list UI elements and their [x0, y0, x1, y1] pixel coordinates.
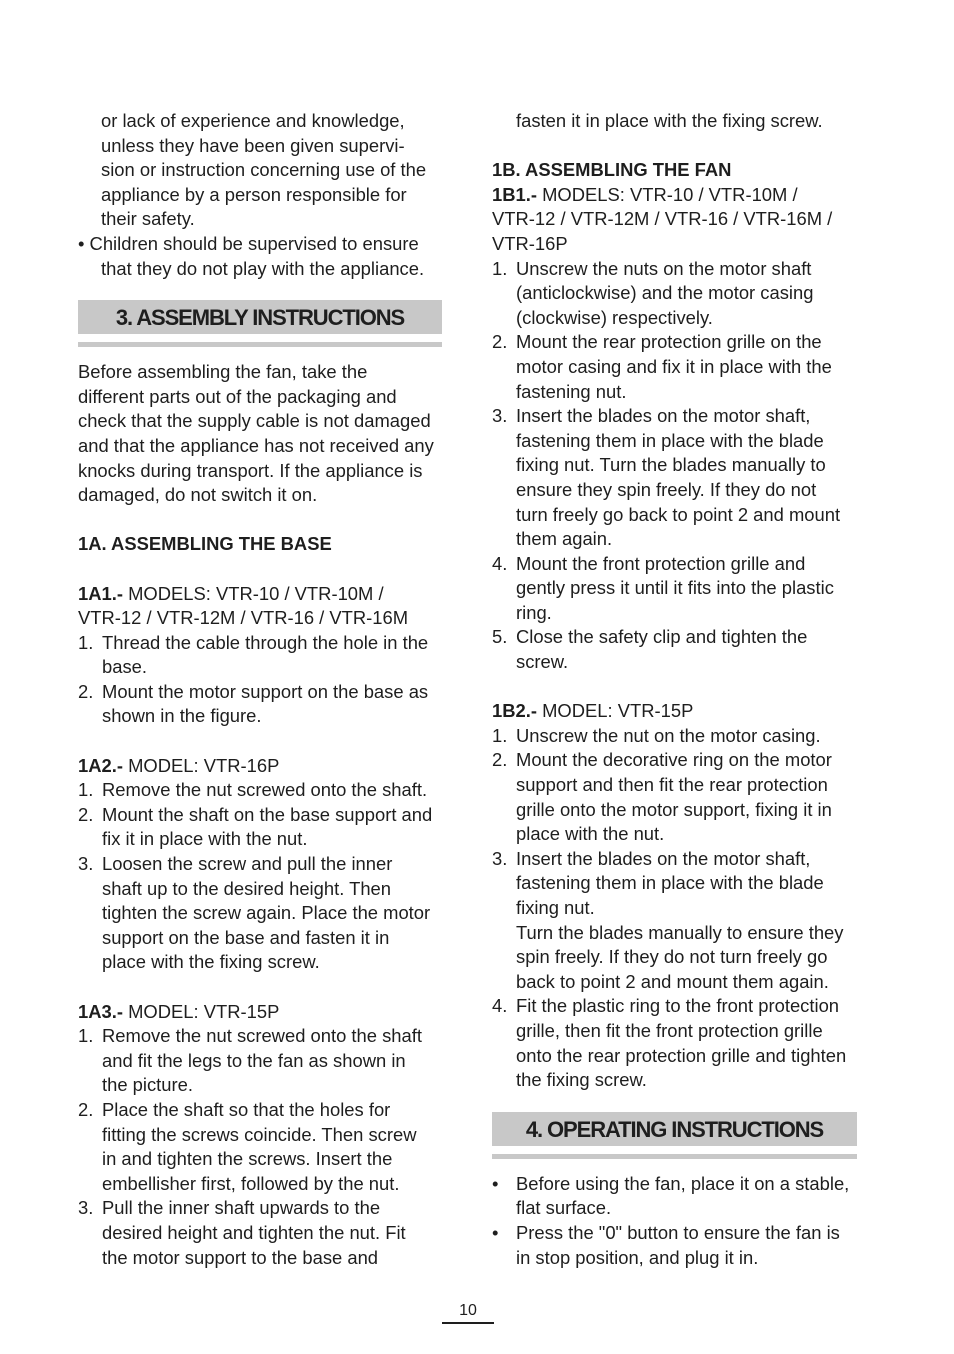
- text-line: the motor support to the base and: [102, 1246, 379, 1268]
- children-bullet-line: • Children should be supervised to ensure: [78, 232, 419, 254]
- text-line: the fixing screw.: [516, 1069, 647, 1091]
- section3-header: [78, 300, 442, 347]
- text-line: flat surface.: [516, 1197, 612, 1219]
- list-item: [492, 330, 864, 404]
- text-line: Press the "0" button to ensure the fan is: [516, 1221, 840, 1243]
- heading-1b2: [492, 699, 864, 724]
- list-item: [78, 631, 450, 680]
- text-line: base.: [102, 656, 147, 678]
- item-number: 4.: [492, 552, 508, 574]
- text-line: or lack of experience and knowledge,: [101, 110, 405, 131]
- text-line: Pull the inner shaft upwards to the: [102, 1197, 381, 1219]
- heading-prefix: 1A1.-: [78, 582, 123, 604]
- text-line: Turn the blades manually to ensure they: [516, 921, 844, 943]
- section3-underline: [78, 342, 442, 347]
- text-line: fastening nut.: [516, 380, 627, 402]
- text-line: fastening them in place with the blade: [516, 872, 824, 894]
- item-text: [102, 852, 450, 975]
- heading-prefix: 1B2.-: [492, 700, 537, 722]
- item-text: [516, 330, 864, 404]
- item-number: 1.: [78, 1025, 94, 1047]
- text-line: Remove the nut screwed onto the shaft: [102, 1025, 422, 1047]
- list-item: [78, 803, 450, 852]
- text-line: damaged, do not switch it on.: [78, 484, 318, 506]
- text-line: fitting the screws coincide. Then screw: [102, 1123, 417, 1145]
- list-item: [78, 852, 450, 975]
- item-text: [102, 631, 450, 680]
- text-line: gently press it until it fits into the plastic: [516, 577, 834, 599]
- heading-text: MODELS: VTR-10 / VTR-10M /: [536, 183, 798, 205]
- text-line: onto the rear protection grille and tighten: [516, 1044, 847, 1066]
- text-line: Loosen the screw and pull the inner: [102, 853, 393, 875]
- text-line: unless they have been given supervi-: [101, 134, 405, 156]
- item-text: [102, 803, 450, 852]
- text-line: motor casing and fix it in place with the: [516, 355, 832, 377]
- heading-1a1: [78, 582, 450, 607]
- text-line: place with the nut.: [516, 823, 665, 845]
- text-line: Remove the nut screwed onto the shaft.: [102, 779, 428, 801]
- text-line: Mount the rear protection grille on the: [516, 331, 822, 353]
- text-line: screw.: [516, 651, 569, 673]
- item-number: 2.: [492, 331, 508, 353]
- section3-title: 3. ASSEMBLY INSTRUCTIONS: [78, 300, 442, 334]
- list-item: [78, 1196, 450, 1270]
- text-line: (clockwise) respectively.: [516, 306, 713, 328]
- item-text: [516, 847, 864, 995]
- text-line: knocks during transport. If the appliance is: [78, 459, 423, 481]
- text-line: back to point 2 and mount them again.: [516, 970, 829, 992]
- item-number: 3.: [78, 1197, 94, 1219]
- text-line: place with the fixing screw.: [102, 951, 320, 973]
- heading-prefix: 1A2.-: [78, 754, 123, 776]
- intro-assembly-paragraph: [78, 360, 450, 508]
- heading-1b1-line3: VTR-16P: [492, 232, 568, 254]
- text-line: Insert the blades on the motor shaft,: [516, 847, 811, 869]
- text-line: fix it in place with the nut.: [102, 828, 308, 850]
- text-line: shaft up to the desired height. Then: [102, 877, 392, 899]
- text-line: Before assembling the fan, take the: [78, 361, 368, 383]
- text-line: in and tighten the screws. Insert the: [102, 1148, 393, 1170]
- item-text: [516, 257, 864, 331]
- bullet: •: [492, 1172, 499, 1194]
- intro-paragraph: [78, 109, 450, 232]
- text-line: Place the shaft so that the holes for: [102, 1098, 391, 1120]
- heading-prefix: 1A3.-: [78, 1000, 123, 1022]
- continuation-line: fasten it in place with the fixing screw.: [516, 110, 823, 131]
- list-item: [492, 1172, 864, 1221]
- text-line: (anticlockwise) and the motor casing: [516, 282, 814, 304]
- heading-1a2: [78, 754, 450, 779]
- item-text: [516, 552, 864, 626]
- item-text: [516, 748, 864, 846]
- text-line: grille onto the motor support, fixing it in: [516, 798, 832, 820]
- text-line: Unscrew the nut on the motor casing.: [516, 724, 821, 746]
- section4-bullets: [492, 1172, 864, 1270]
- item-number: 2.: [492, 749, 508, 771]
- item-text: [102, 778, 450, 803]
- list-item: [78, 1098, 450, 1196]
- text-line: fixing nut.: [516, 897, 595, 918]
- heading-text: MODEL: VTR-15P: [536, 700, 694, 722]
- item-number: 3.: [78, 853, 94, 875]
- text-line: Fit the plastic ring to the front protection: [516, 995, 840, 1017]
- text-line: different parts out of the packaging and: [78, 385, 397, 407]
- list-item: [492, 847, 864, 995]
- item-text: [102, 1196, 450, 1270]
- item-number: 1.: [492, 257, 508, 279]
- heading-text: MODEL: VTR-16P: [122, 754, 280, 776]
- item-number: 3.: [492, 405, 508, 427]
- text-line: their safety.: [101, 208, 195, 230]
- text-line: and that the appliance has not received any: [78, 434, 434, 456]
- right-column: [492, 109, 864, 1270]
- text-line: tighten the screw again. Place the motor: [102, 902, 431, 924]
- item-number: 4.: [492, 995, 508, 1017]
- text-line: check that the supply cable is not damaged: [78, 410, 431, 432]
- item-text: [516, 994, 864, 1092]
- text-line: sion or instruction concerning use of the: [101, 159, 427, 181]
- text-line: desired height and tighten the nut. Fit: [102, 1221, 406, 1243]
- item-number: 3.: [492, 847, 508, 869]
- list-item: [492, 552, 864, 626]
- text-line: Mount the shaft on the base support and: [102, 803, 433, 825]
- children-bullet-line: that they do not play with the appliance.: [101, 257, 425, 279]
- text-line: embellisher first, followed by the nut.: [102, 1172, 400, 1194]
- list-item: [492, 748, 864, 846]
- list-item: [78, 680, 450, 729]
- section4-title: 4. OPERATING INSTRUCTIONS: [492, 1112, 857, 1146]
- item-text: [516, 724, 864, 749]
- text-line: fixing nut. Turn the blades manually to: [516, 454, 826, 476]
- item-text: [516, 625, 864, 674]
- page-number: 10: [442, 1300, 494, 1324]
- bullet: •: [492, 1221, 499, 1243]
- item-text: [516, 1221, 864, 1270]
- heading-prefix: 1B1.-: [492, 183, 537, 205]
- list-item: [492, 724, 864, 749]
- section4-underline: [492, 1154, 857, 1159]
- heading-1b1-line2: VTR-12 / VTR-12M / VTR-16 / VTR-16M /: [492, 208, 833, 230]
- section4-header: [492, 1112, 857, 1159]
- list-item: [492, 994, 864, 1092]
- text-line: in stop position, and plug it in.: [516, 1246, 759, 1268]
- heading-1b1: [492, 183, 864, 208]
- item-number: 2.: [78, 1098, 94, 1120]
- text-line: the picture.: [102, 1074, 193, 1096]
- text-line: support on the base and fasten it in: [102, 926, 390, 948]
- item-text: [516, 404, 864, 552]
- text-line: Mount the motor support on the base as: [102, 680, 429, 702]
- item-text: [516, 1172, 864, 1221]
- text-line: and fit the legs to the fan as shown in: [102, 1049, 406, 1071]
- item-number: 2.: [78, 803, 94, 825]
- item-number: 5.: [492, 626, 508, 648]
- text-line: ring.: [516, 601, 552, 623]
- list-item: [492, 404, 864, 552]
- list-item: [78, 778, 450, 803]
- list-item: [492, 257, 864, 331]
- heading-1a: 1A. ASSEMBLING THE BASE: [78, 533, 332, 555]
- item-number: 1.: [78, 631, 94, 653]
- text-line: turn freely go back to point 2 and mount: [516, 503, 841, 525]
- text-line: fastening them in place with the blade: [516, 429, 824, 451]
- list-item: [78, 1024, 450, 1098]
- heading-1b: 1B. ASSEMBLING THE FAN: [492, 159, 732, 181]
- item-number: 2.: [78, 680, 94, 702]
- item-text: [102, 1098, 450, 1196]
- heading-text: MODELS: VTR-10 / VTR-10M /: [122, 582, 384, 604]
- heading-1a1-line2: VTR-12 / VTR-12M / VTR-16 / VTR-16M: [78, 607, 409, 629]
- text-line: appliance by a person responsible for: [101, 183, 407, 205]
- text-line: Unscrew the nuts on the motor shaft: [516, 257, 812, 279]
- text-line: Mount the front protection grille and: [516, 552, 806, 574]
- text-line: Close the safety clip and tighten the: [516, 626, 808, 648]
- item-text: [102, 680, 450, 729]
- text-line: Before using the fan, place it on a stable,: [516, 1172, 850, 1194]
- left-column: [78, 109, 450, 1270]
- text-line: spin freely. If they do not turn freely go: [516, 946, 828, 968]
- text-line: ensure they spin freely. If they do not: [516, 478, 817, 500]
- text-line: Insert the blades on the motor shaft,: [516, 405, 811, 427]
- item-number: 1.: [492, 724, 508, 746]
- text-line: them again.: [516, 528, 613, 550]
- text-line: support and then fit the rear protection: [516, 774, 828, 796]
- text-line: Mount the decorative ring on the motor: [516, 749, 832, 771]
- item-number: 1.: [78, 779, 94, 801]
- item-text: [102, 1024, 450, 1098]
- text-line: grille, then fit the front protection grille: [516, 1019, 823, 1041]
- list-item: [492, 1221, 864, 1270]
- heading-text: MODEL: VTR-15P: [122, 1000, 280, 1022]
- text-line: shown in the figure.: [102, 705, 262, 727]
- list-item: [492, 625, 864, 674]
- text-line: Thread the cable through the hole in the: [102, 631, 429, 653]
- heading-1a3: [78, 1000, 450, 1025]
